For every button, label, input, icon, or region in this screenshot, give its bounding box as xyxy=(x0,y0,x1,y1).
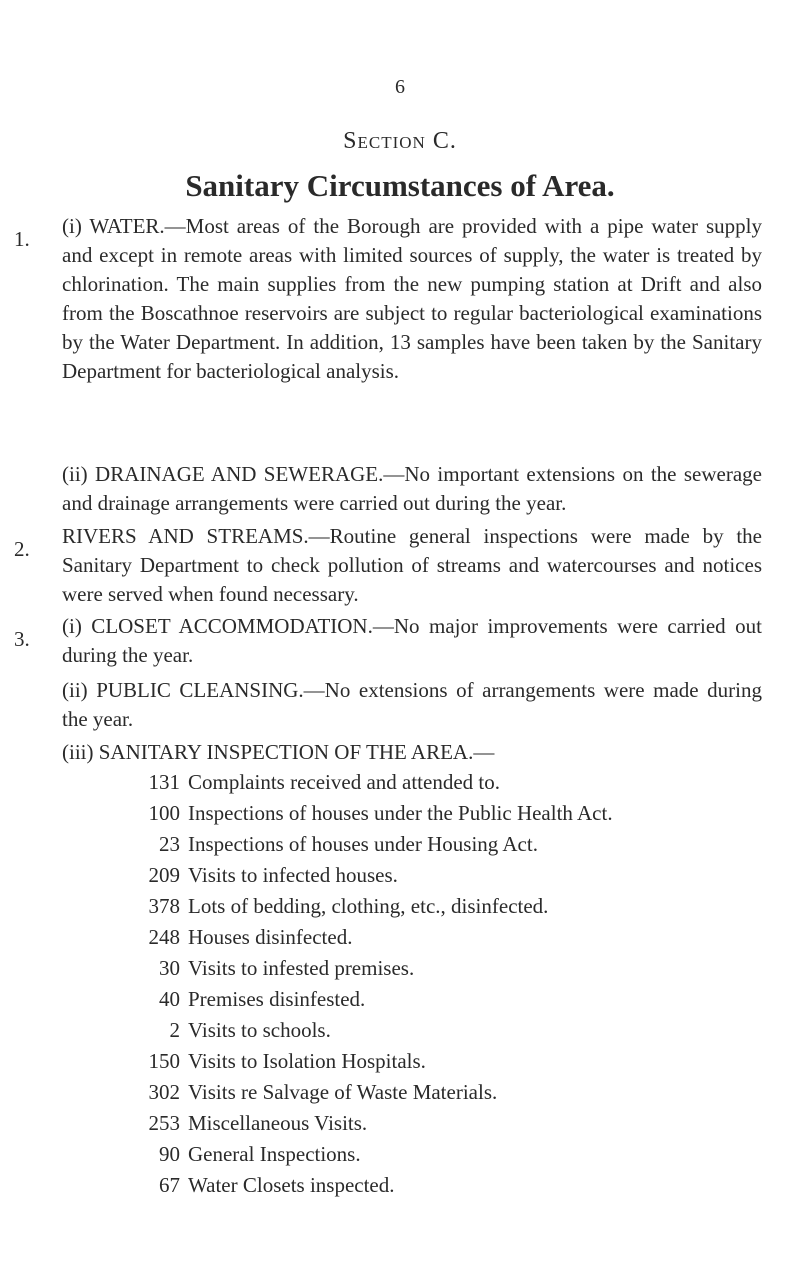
list-item xyxy=(0,830,800,858)
item-number-2: 2. xyxy=(14,537,30,561)
paragraph-cleansing: (ii) PUBLIC CLEANSING.—No extensions of arrangements were made during the year. xyxy=(62,678,762,731)
stat-count: 302 xyxy=(148,1080,180,1104)
stat-description: Complaints received and attended to. xyxy=(188,770,500,794)
stat-count: 40 xyxy=(159,987,180,1011)
list-item xyxy=(0,861,800,889)
stat-count: 253 xyxy=(148,1111,180,1135)
stat-description: Inspections of houses under Housing Act. xyxy=(188,832,538,856)
stat-description: Miscellaneous Visits. xyxy=(188,1111,368,1135)
paragraph-drainage: (ii) DRAINAGE AND SEWERAGE.—No important extensions on the sewerage and drainage arrangements were carried out during the year. xyxy=(62,462,762,515)
stat-description: Inspections of houses under the Public Health Act. xyxy=(188,801,613,825)
stat-count: 131 xyxy=(148,770,180,794)
list-item xyxy=(0,1078,800,1106)
paragraph-water: (i) WATER.—Most areas of the Borough are provided with a pipe water supply and except in remote areas with limited sources of supply, the water is treated by chlorination. The main supplies from the new pumping station at Drift and also from the Boscathnoe reservoirs are subject to regular bacteriological examinations by the Water Department. In addition, 13 samples have been taken by the Sanitary Department for bacteriological analysis. xyxy=(62,214,762,383)
stat-description: General Inspections. xyxy=(188,1142,361,1166)
page-title: Sanitary Circumstances of Area. xyxy=(185,168,615,203)
list-item xyxy=(0,799,800,827)
stat-count: 90 xyxy=(159,1142,180,1166)
list-item xyxy=(0,892,800,920)
paragraph-rivers: RIVERS AND STREAMS.—Routine general inspections were made by the Sanitary Department to check pollution of streams and watercourses and notices were served when found necessary. xyxy=(62,524,762,606)
stat-count: 248 xyxy=(148,925,180,949)
stat-description: Visits to infected houses. xyxy=(188,863,398,887)
stat-count: 23 xyxy=(159,832,180,856)
list-item xyxy=(0,1140,800,1168)
item-number-1: 1. xyxy=(14,227,30,251)
item-number-3: 3. xyxy=(14,627,30,651)
stat-count: 150 xyxy=(148,1049,180,1073)
stat-description: Lots of bedding, clothing, etc., disinfected. xyxy=(188,894,549,918)
stat-description: Water Closets inspected. xyxy=(188,1173,395,1197)
stat-count: 378 xyxy=(148,894,180,918)
paragraph-closet: (i) CLOSET ACCOMMODATION.—No major improvements were carried out during the year. xyxy=(62,614,762,667)
stat-count: 100 xyxy=(148,801,180,825)
stat-description: Visits to Isolation Hospitals. xyxy=(188,1049,426,1073)
list-item xyxy=(0,923,800,951)
paragraph-inspection-heading: (iii) SANITARY INSPECTION OF THE AREA.— xyxy=(62,740,495,764)
list-item xyxy=(0,1047,800,1075)
list-item xyxy=(0,985,800,1013)
list-item xyxy=(0,768,800,796)
section-title: Section C. xyxy=(343,128,457,154)
stat-description: Premises disinfested. xyxy=(188,987,366,1011)
stat-count: 30 xyxy=(159,956,180,980)
stat-count: 2 xyxy=(169,1018,180,1042)
stat-description: Houses disinfected. xyxy=(188,925,353,949)
list-item xyxy=(0,1109,800,1137)
stat-description: Visits re Salvage of Waste Materials. xyxy=(188,1080,498,1104)
stat-count: 209 xyxy=(148,863,180,887)
list-item xyxy=(0,1171,800,1199)
list-item xyxy=(0,954,800,982)
stat-count: 67 xyxy=(159,1173,180,1197)
page-number: 6 xyxy=(395,76,405,98)
stat-description: Visits to schools. xyxy=(188,1018,331,1042)
list-item xyxy=(0,1016,800,1044)
stat-description: Visits to infested premises. xyxy=(188,956,415,980)
